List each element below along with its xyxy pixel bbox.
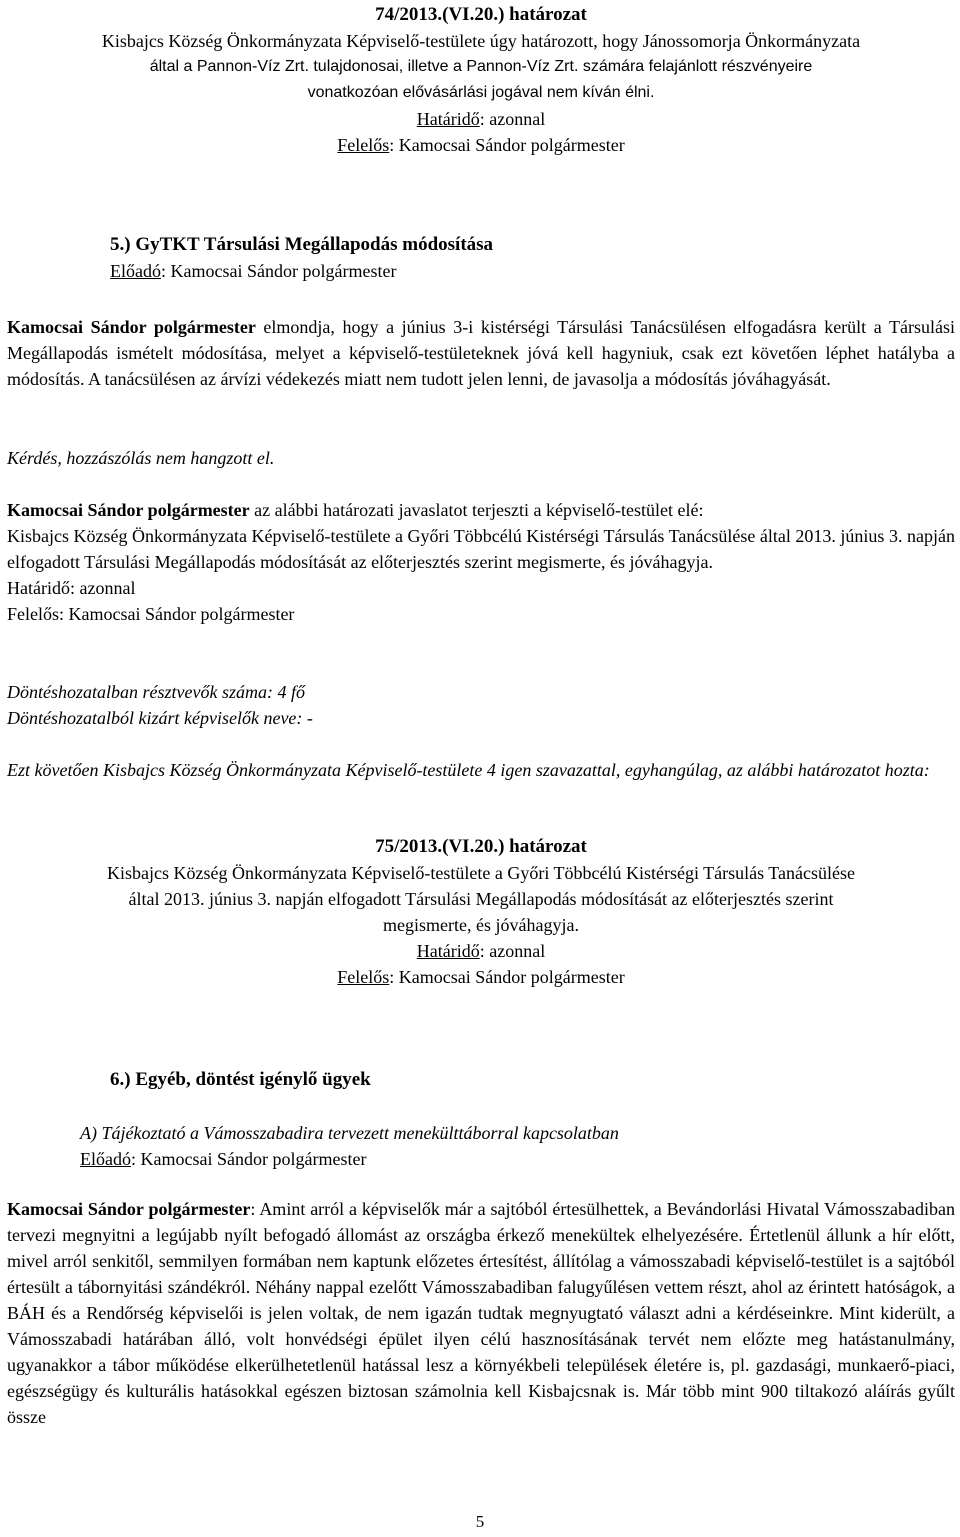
sub-a-presenter [80, 1146, 955, 1172]
item-6-sub-a [80, 1120, 955, 1172]
responsible-label: Felelős [337, 967, 390, 987]
speaker-name: Kamocsai Sándor polgármester [7, 500, 250, 520]
resolution-75-title: 75/2013.(VI.20.) határozat [375, 836, 587, 857]
resolution-74-responsible [7, 132, 955, 158]
resolution-75-line-3: megismerte, és jóváhagyja. [383, 915, 579, 935]
sub-a-title: A) Tájékoztató a Vámosszabadira tervezett menekülttáborral kapcsolatban [80, 1123, 619, 1143]
speaker-name: Kamocsai Sándor polgármester [7, 317, 256, 337]
proposal-intro-text: az alábbi határozati javaslatot terjeszti a képviselő-testület elé: [249, 500, 704, 520]
resolution-74-line-2: által a Pannon-Víz Zrt. tulajdonosai, illetve a Pannon-Víz Zrt. számára felajánlott részvényeire [149, 58, 813, 75]
deadline-value: : azonnal [479, 941, 546, 961]
item-6-paragraph [7, 1196, 955, 1430]
presenter-label: Előadó [80, 1149, 131, 1169]
item-5-heading: 5.) GyTKT Társulási Megállapodás módosítása [110, 234, 494, 255]
proposal-responsible: Felelős: Kamocsai Sándor polgármester [7, 604, 295, 624]
decision-info [7, 679, 955, 731]
resolution-74-line-1: Kisbajcs Község Önkormányzata Képviselő-testülete úgy határozott, hogy Jánossomorja Önkormányzata [101, 31, 861, 51]
paragraph-text: : Amint arról a képviselők már a sajtóból értesülhettek, a Bevándorlási Hivatal Vámosszabadiban tervezi megnyitni a legújabb nyílt befogadó állomást az országba érkező menekültek elhelyezésére. Értetlenül állunk a hír előtt, mivel arról senkitől, semmilyen formában nem kaptunk előzetes értesítést, állítólag a vámosszabadi képviselő-testület is a sajtóból értesült a tábornyitási szándékról. Néhány nappal ezelőtt Vámosszabadiban falugyűlésen vettem részt, ahol az érintett hatóságok, a BÁH és a Rendőrség képviselői is jelen voltak, de nem igazán tudtak megnyugtató választ adni a kérdéseinkre. Mint kiderült, a Vámosszabadi határában álló, volt honvédségi épület ilyen célú hasznosításának tervét nem előzte meg hatástanulmány, ugyanakkor a tábor működése elkerülhetetlenül hatással lesz a környékbeli települések életére is, pl. gazdasági, munkaerő-piaci, egészségügy és kulturális hatásokkal egészen biztosan számolnia kell Kisbajcsnak is. Már több mint 900 tiltakozó aláírás gyűlt össze [7, 1199, 955, 1427]
item-6-heading [110, 1067, 955, 1093]
proposal-deadline: Határidő: azonnal [7, 578, 136, 598]
no-questions-note: Kérdés, hozzászólás nem hangzott el. [7, 448, 275, 468]
decision-excluded: Döntéshozatalból kizárt képviselők neve: - [7, 708, 313, 728]
page-number: 5 [475, 1512, 485, 1531]
presenter-label: Előadó [110, 261, 161, 281]
resolution-74 [7, 2, 955, 158]
item-5-header [110, 232, 955, 284]
presenter-value: : Kamocsai Sándor polgármester [131, 1149, 367, 1169]
resolution-74-line-3: vonatkozóan elővásárlási jogával nem kíván élni. [307, 84, 655, 101]
resolution-74-title: 74/2013.(VI.20.) határozat [375, 4, 587, 25]
resolution-75-deadline [7, 938, 955, 964]
resolution-75 [7, 834, 955, 990]
resolution-75-line-1: Kisbajcs Község Önkormányzata Képviselő-testülete a Győri Többcélú Kistérségi Társulás Tanácsülése [106, 863, 856, 883]
item-6-heading-text: 6.) Egyéb, döntést igénylő ügyek [110, 1069, 371, 1090]
vote-result: Ezt követően Kisbajcs Község Önkormányzata Képviselő-testülete 4 igen szavazattal, egyhangúlag, az alábbi határozatot hozta: [7, 760, 930, 780]
paragraph-text: elmondja, hogy a június 3-i kistérségi Társulási Tanácsülésen elfogadásra került a Társulási Megállapodás ismételt módosítása, melyet a képviselő-testületeknek jóvá kell hagyniuk, csak ezt követően léphet hatályba a módosítás. A tanácsülésen az árvízi védekezés miatt nem tudott jelen lenni, de javasolja a módosítás jóváhagyását. [7, 317, 956, 389]
proposal-text: Kisbajcs Község Önkormányzata Képviselő-testülete a Győri Többcélú Kistérségi Társulás Tanácsülése által 2013. június 3. napján elfogadott Társulási Megállapodás módosítását az előterjesztés szerint megismerte, és jóváhagyja. [7, 526, 955, 572]
resolution-75-line-2: által 2013. június 3. napján elfogadott Társulási Megállapodás módosítását az előterjesztés szerint [128, 889, 834, 909]
presenter-value: : Kamocsai Sándor polgármester [161, 261, 397, 281]
speaker-name: Kamocsai Sándor polgármester [7, 1199, 251, 1219]
item-5-proposal-block [7, 497, 955, 627]
deadline-label: Határidő [416, 941, 480, 961]
responsible-value: : Kamocsai Sándor polgármester [389, 135, 625, 155]
resolution-74-deadline [7, 106, 955, 132]
item-5-paragraph-1 [7, 314, 955, 392]
item-5-presenter [110, 258, 955, 284]
proposal-intro [7, 497, 955, 523]
decision-participants: Döntéshozatalban résztvevők száma: 4 fő [7, 682, 305, 702]
responsible-label: Felelős [337, 135, 390, 155]
deadline-label: Határidő [416, 109, 480, 129]
resolution-75-responsible [7, 964, 955, 990]
responsible-value: : Kamocsai Sándor polgármester [389, 967, 625, 987]
deadline-value: : azonnal [479, 109, 546, 129]
